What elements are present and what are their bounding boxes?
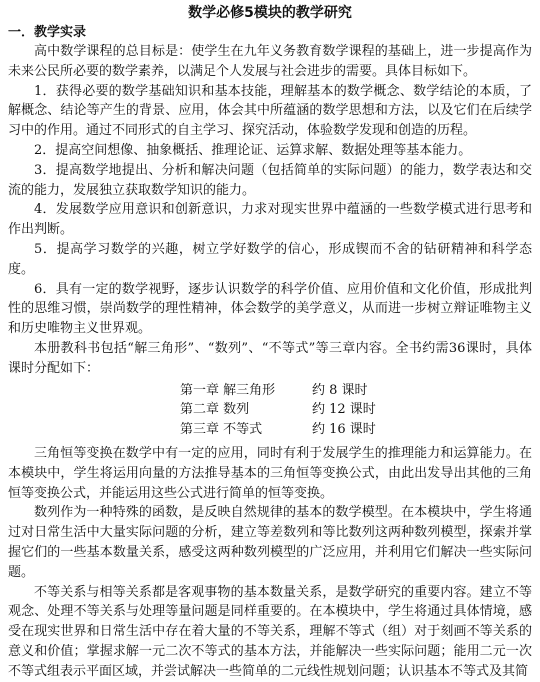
schedule-table	[8, 381, 532, 440]
section-heading: 一．教学实录	[8, 25, 87, 40]
paragraph-goal-3: 3．提高数学地提出、分析和解决问题（包括简单的实际问题）的能力，数学表达和交流的能力，发展独立获取数学知识的能力。	[8, 162, 532, 198]
paragraph-sequences: 数列作为一种特殊的函数，是反映自然规律的基本的数学模型。在本模块中，学生将通过对日常生活中大量实际问题的分析，建立等差数列和等比数列这两种数列模型，探索并掌握它们的一些基本数量关系，感受这两种数列模型的广泛应用，并利用它们解决一些实际问题。	[8, 505, 532, 580]
schedule-chapter: 第三章 不等式	[180, 422, 263, 438]
paragraph-goal-4: 4．发展数学应用意识和创新意识，力求对现实世界中蕴涵的一些数学模式进行思考和作出判断。	[8, 202, 532, 238]
paragraph-trig: 三角恒等变换在数学中有一定的应用，同时有利于发展学生的推理能力和运算能力。在本模块中，学生将运用向量的方法推导基本的三角恒等变换公式，由此出发导出其他的三角恒等变换公式，并能运用这些公式进行简单的恒等变换。	[8, 445, 532, 501]
paragraph-goal-5: 5．提高学习数学的兴趣，树立学好数学的信心，形成锲而不舍的钻研精神和科学态度。	[8, 241, 532, 277]
schedule-row	[8, 420, 532, 440]
schedule-hours: 约 16 课时	[312, 422, 376, 438]
paragraph-goal-1: 1．获得必要的数学基础知识和基本技能，理解基本的数学概念、数学结论的本质，了解概念、结论等产生的背景、应用，体会其中所蕴涵的数学思想和方法，以及它们在后续学习中的作用。通过不同形式的自主学习、探究活动，体验数学发现和创造的历程。	[8, 83, 532, 139]
schedule-hours: 约 8 课时	[312, 382, 368, 398]
page-title: 数学必修5模块的教学研究	[188, 5, 352, 21]
paragraph-goal-6: 6．具有一定的数学视野，逐步认识数学的科学价值、应用价值和文化价值，形成批判性的思维习惯，崇尚数学的理性精神，体会数学的美学意义，从而进一步树立辩证唯物主义和历史唯物主义世界观。	[8, 281, 532, 337]
schedule-row	[8, 400, 532, 420]
schedule-hours: 约 12 课时	[312, 402, 376, 418]
schedule-row	[8, 381, 532, 401]
schedule-chapter: 第二章 数列	[180, 402, 250, 418]
paragraph-inequalities: 不等关系与相等关系都是客观事物的基本数量关系，是数学研究的重要内容。建立不等观念、处理不等关系与处理等量问题是同样重要的。在本模块中，学生将通过具体情境，感受在现实世界和日常生活中存在着大量的不等关系，理解不等式（组）对于刻画不等关系的意义和价值；掌握求解一元二次不等式的基本方法，并能解决一些实际问题；能用二元一次不等式组表示平面区域，并尝试解决一些简单的二元线性规划问题；认识基本不等式及其简	[8, 584, 532, 679]
schedule-chapter: 第一章 解三角形	[180, 382, 276, 398]
paragraph-contents: 本册教科书包括“解三角形”、“数列”、“不等式”等三章内容。全书约需36课时，具体课时分配如下：	[8, 340, 532, 376]
paragraph-intro: 高中数学课程的总目标是：使学生在九年义务教育数学课程的基础上，进一步提高作为未来公民所必要的数学素养，以满足个人发展与社会进步的需要。具体目标如下。	[8, 44, 532, 79]
paragraph-goal-2: 2．提高空间想像、抽象概括、推理论证、运算求解、数据处理等基本能力。	[34, 142, 472, 158]
